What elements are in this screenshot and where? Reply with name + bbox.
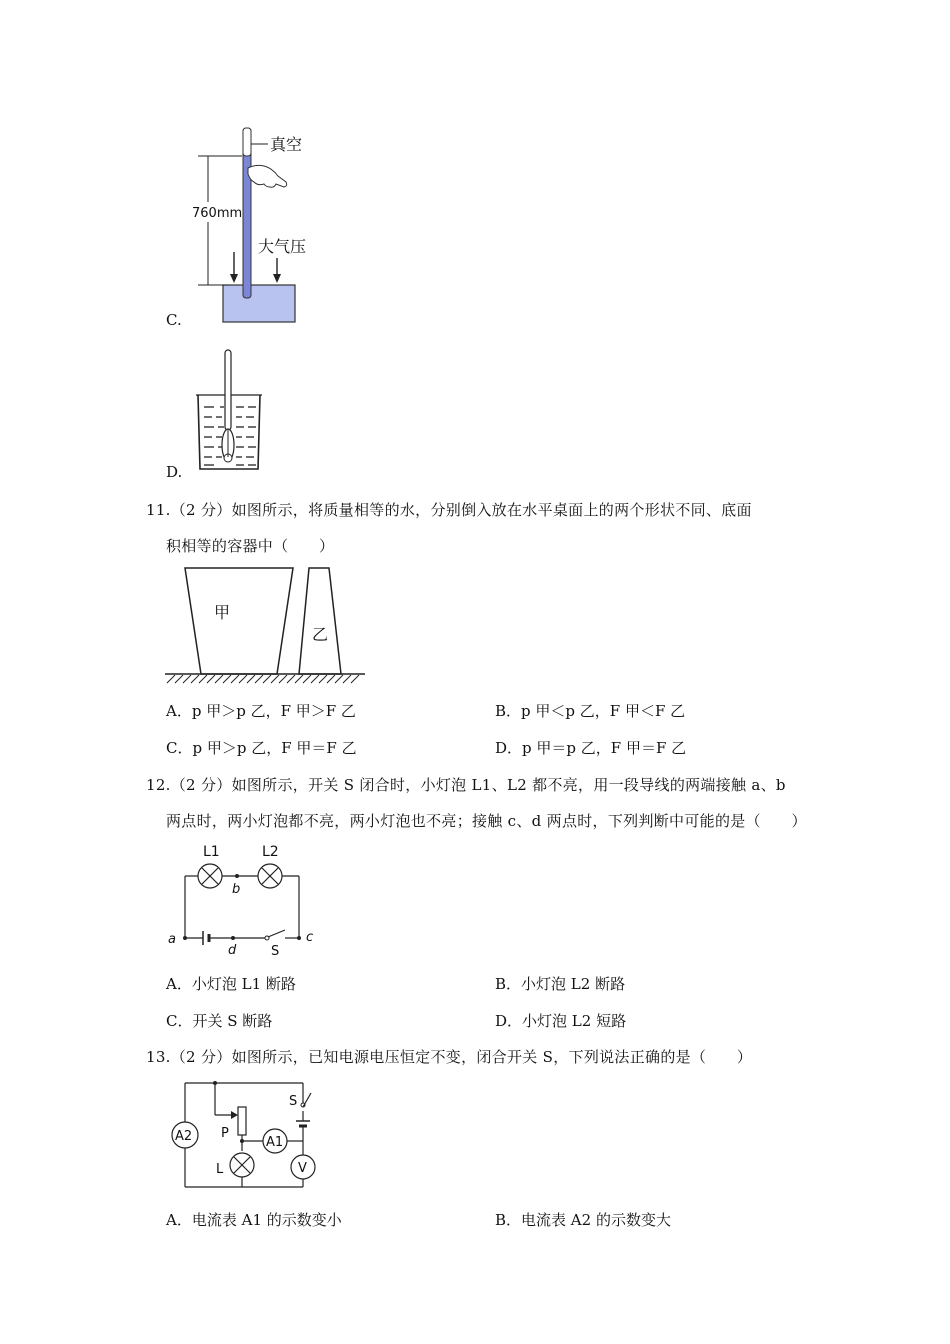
option-text: 电流表 A2 的示数变大 <box>521 1211 671 1229</box>
option-text: p 甲＞p 乙，F 甲＞F 乙 <box>191 702 356 720</box>
option-d-label: D. <box>166 463 183 481</box>
atm-label: 大气压 <box>258 237 307 256</box>
option-text: 开关 S 断路 <box>192 1012 273 1030</box>
hydrometer <box>225 350 231 430</box>
q11-text-line1: 11.（2 分）如图所示，将质量相等的水，分别倒入放在水平桌面上的两个形状不同、底面 <box>146 501 752 519</box>
battery-icon <box>203 931 209 945</box>
lamp-l1-label: L1 <box>203 844 220 860</box>
container-yi <box>299 568 341 674</box>
q11-option-a[interactable] <box>166 700 356 721</box>
lamp-l2-icon <box>258 864 282 888</box>
rheostat-p-label: P <box>221 1126 229 1141</box>
lamp-l-label: L <box>216 1162 224 1177</box>
hand-icon <box>248 165 287 187</box>
q11-option-b[interactable] <box>495 700 685 721</box>
q13-text-line1: 13.（2 分）如图所示，已知电源电压恒定不变，闭合开关 S，下列说法正确的是（ ） <box>146 1048 753 1066</box>
q12-option-a[interactable] <box>166 973 296 994</box>
ammeter-a2-label: A2 <box>175 1129 193 1144</box>
lamp-l-icon <box>230 1153 254 1177</box>
switch-s-icon <box>265 930 285 940</box>
beaker-figure <box>192 345 267 475</box>
option-letter: C． <box>166 1012 193 1030</box>
rheostat-icon <box>238 1107 246 1135</box>
q11-text-line2: 积相等的容器中（ ） <box>166 537 335 555</box>
circuit-figure-q13 <box>163 1075 328 1197</box>
containers-figure <box>165 562 370 688</box>
option-text: 电流表 A1 的示数变小 <box>191 1211 342 1229</box>
torricelli-figure <box>190 120 320 330</box>
container-jia <box>185 568 293 674</box>
option-letter: A． <box>166 975 192 993</box>
switch-s-label: S <box>271 944 280 959</box>
container-jia-label: 甲 <box>214 603 231 622</box>
option-letter: B． <box>495 975 522 993</box>
q12-option-b[interactable] <box>495 973 625 994</box>
option-letter: A． <box>166 702 192 720</box>
q11-option-c[interactable] <box>166 737 357 758</box>
vacuum-label: 真空 <box>270 135 303 154</box>
point-b-label: b <box>232 882 241 897</box>
option-letter: C． <box>166 739 193 757</box>
option-text: p 甲＝p 乙，F 甲＝F 乙 <box>522 739 687 757</box>
lamp-l1-icon <box>198 864 222 888</box>
point-c-label: c <box>306 930 314 945</box>
point-d-label: d <box>228 943 237 958</box>
option-c-label: C. <box>166 311 182 329</box>
option-letter: B． <box>495 702 522 720</box>
q12-option-d[interactable] <box>495 1010 626 1031</box>
lamp-l2-label: L2 <box>262 844 279 860</box>
voltmeter-label: V <box>298 1161 307 1176</box>
option-letter: D． <box>495 1012 523 1030</box>
container-yi-label: 乙 <box>312 625 329 644</box>
switch-s-label-q13: S <box>289 1094 298 1109</box>
option-text: p 甲＞p 乙，F 甲＝F 乙 <box>192 739 357 757</box>
q11-option-d[interactable] <box>495 737 686 758</box>
table-hatch <box>167 675 359 683</box>
option-text: p 甲＜p 乙，F 甲＜F 乙 <box>521 702 686 720</box>
option-letter: A． <box>166 1211 192 1229</box>
circuit-figure-q12 <box>163 838 323 960</box>
q12-text-line2: 两点时，两小灯泡都不亮，两小灯泡也不亮；接触 c、d 两点时，下列判断中可能的是（ ） <box>166 812 807 830</box>
q12-text-line1: 12.（2 分）如图所示，开关 S 闭合时，小灯泡 L1、L2 都不亮，用一段导线的两端接触 a、b <box>146 776 786 794</box>
q13-option-a[interactable] <box>166 1209 342 1230</box>
option-text: 小灯泡 L2 断路 <box>521 975 626 993</box>
height-label: 760mm <box>192 206 243 221</box>
point-a-label: a <box>168 932 176 947</box>
option-letter: D． <box>495 739 523 757</box>
mercury-basin <box>223 285 295 322</box>
option-text: 小灯泡 L2 短路 <box>522 1012 627 1030</box>
q13-option-b[interactable] <box>495 1209 671 1230</box>
option-letter: B． <box>495 1211 522 1229</box>
option-text: 小灯泡 L1 断路 <box>191 975 296 993</box>
battery-icon-q13 <box>296 1121 310 1126</box>
ammeter-a1-label: A1 <box>266 1135 284 1150</box>
q12-option-c[interactable] <box>166 1010 272 1031</box>
